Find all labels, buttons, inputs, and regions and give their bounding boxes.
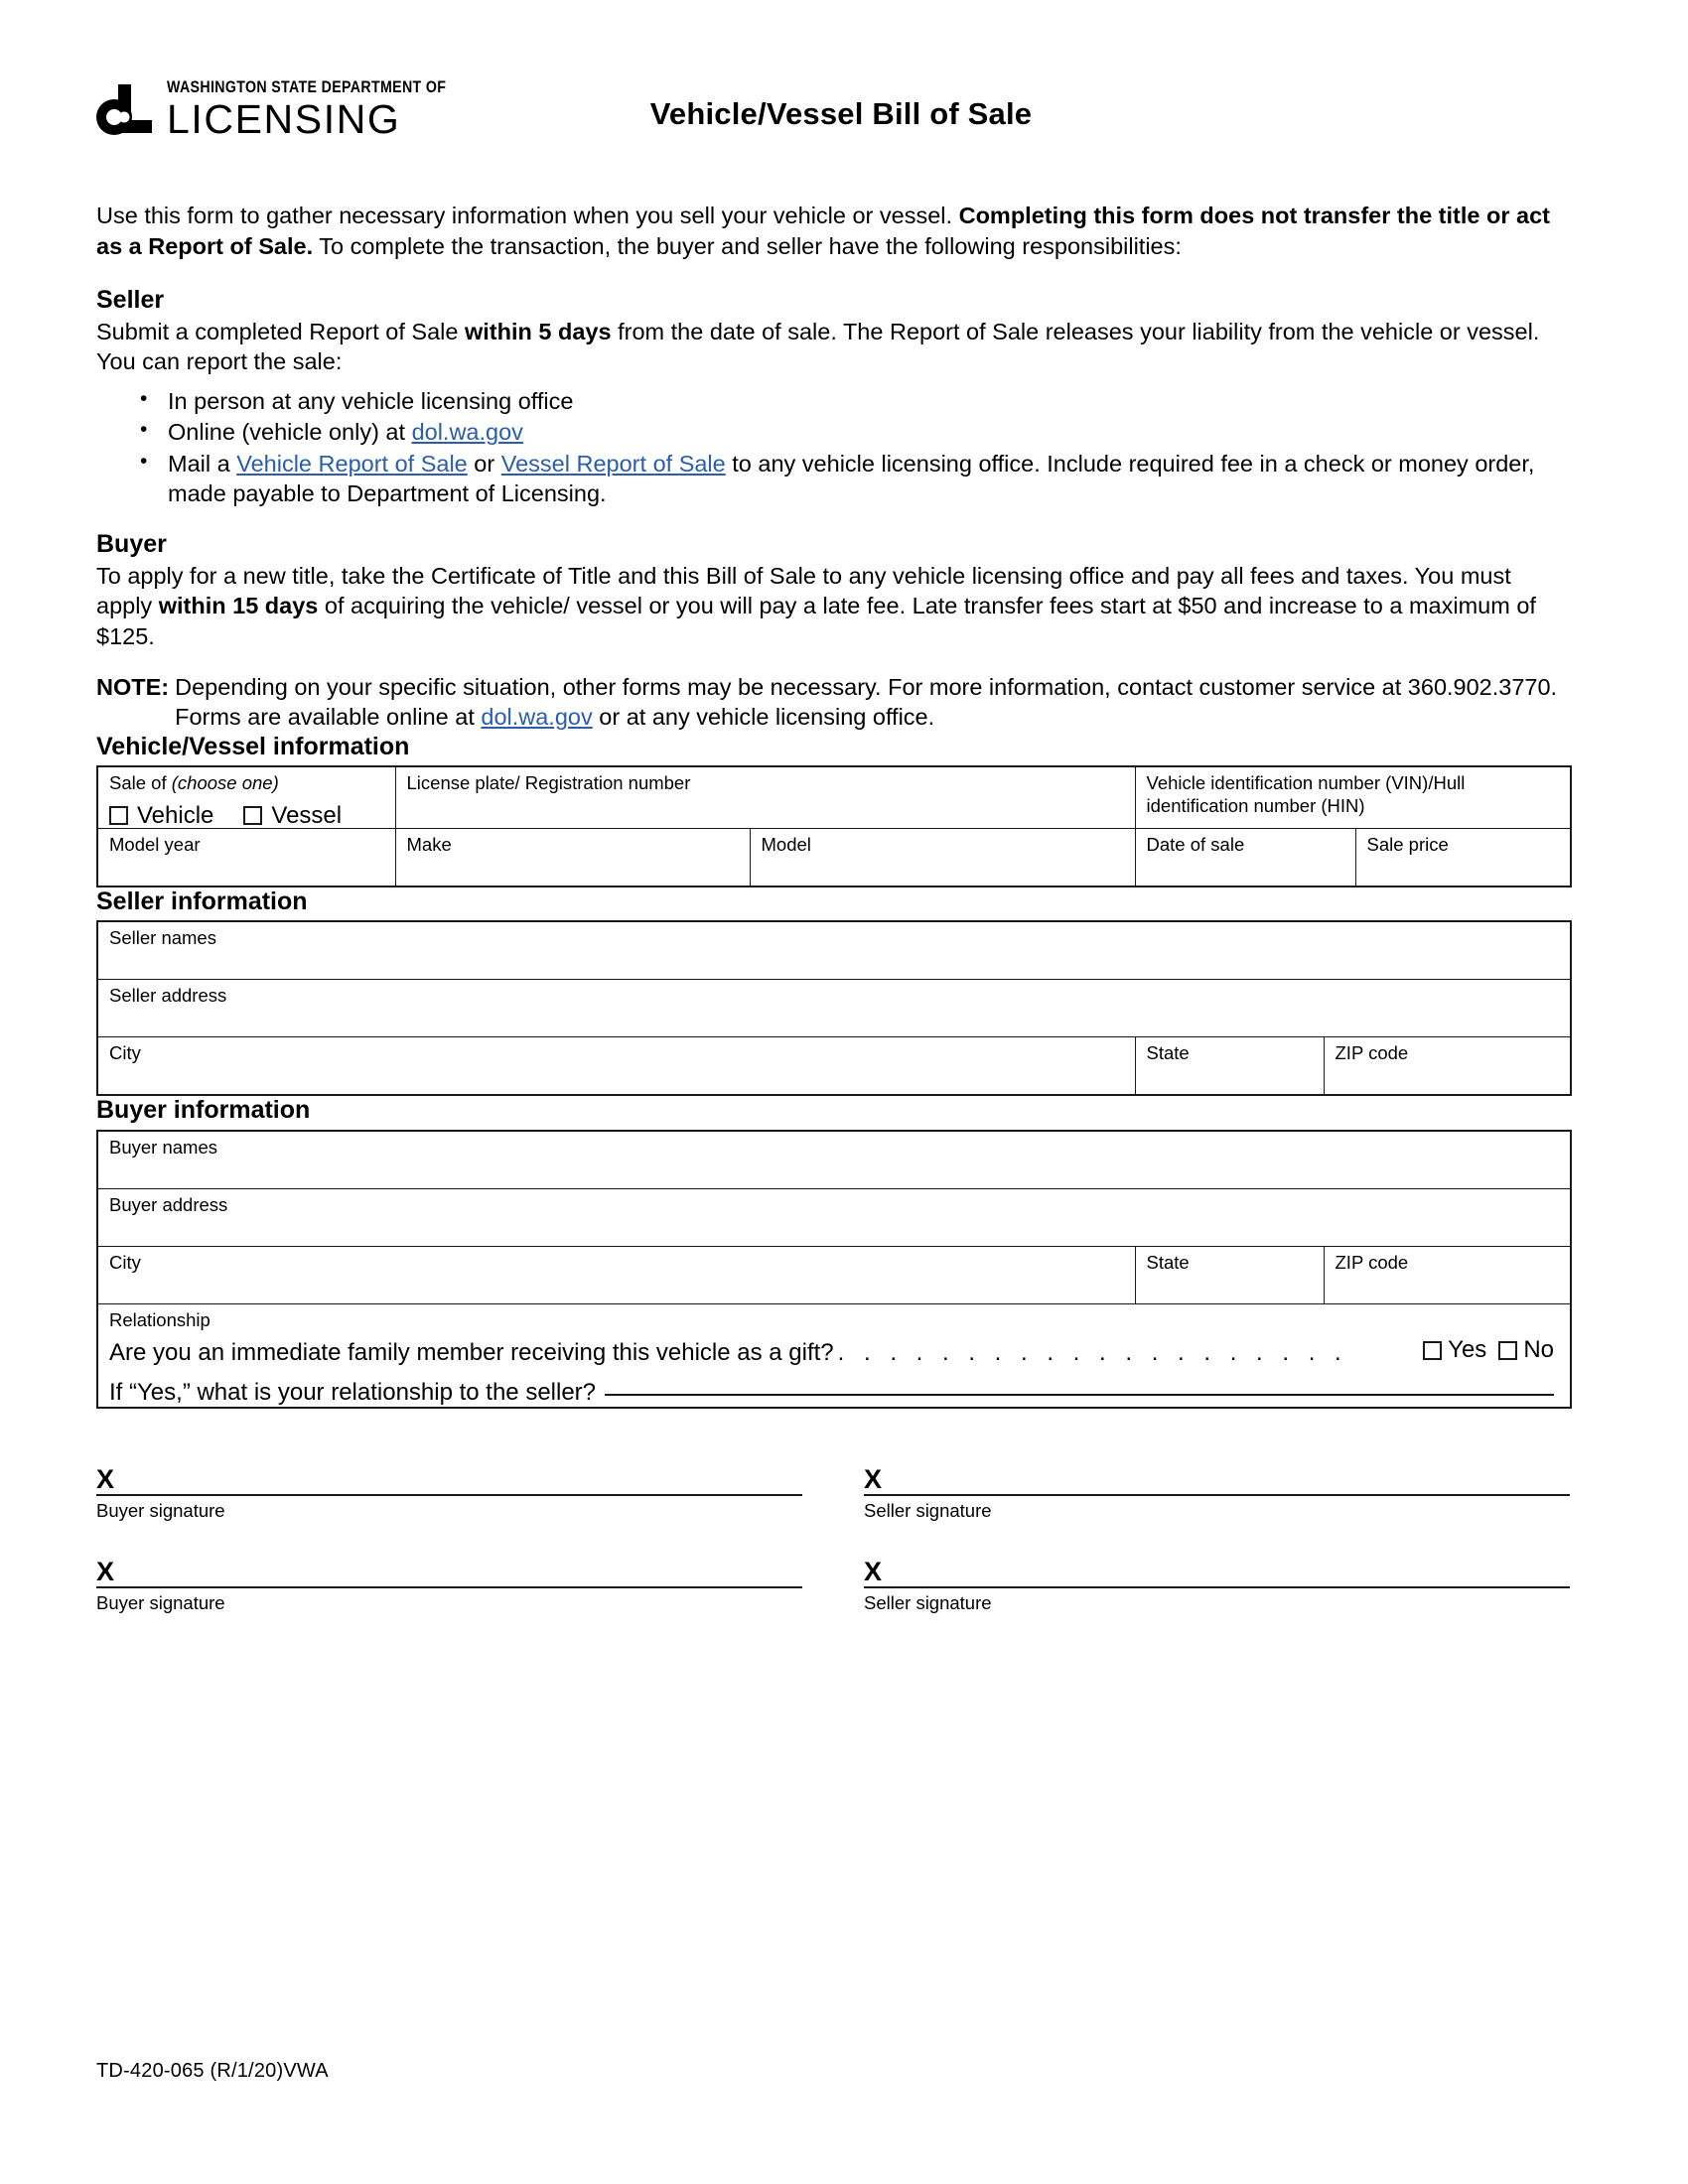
table-row [97,1247,1571,1304]
vehicle-report-of-sale-link[interactable]: Vehicle Report of Sale [236,450,468,477]
seller-info-table [96,920,1572,1096]
signature-section [96,1454,1570,1639]
field-label-sale-of [109,772,395,794]
bullet-text: Online (vehicle only) at [168,419,412,446]
field-label-seller-address: Seller address [109,985,227,1007]
dol-logo-icon [96,84,154,140]
buyer-signature-caption-2: Buyer signature [96,1591,225,1613]
seller-signature-caption-2: Seller signature [864,1591,992,1613]
relationship-answer-line[interactable] [605,1393,1554,1396]
buyer-signature-block-2 [96,1547,802,1614]
note-text-post: or at any vehicle licensing office. [592,704,935,731]
field-label-buyer-city: City [109,1252,141,1274]
seller-heading: Seller [96,285,165,314]
field-label-seller-city: City [109,1042,141,1064]
cell-buyer-state[interactable] [1135,1247,1324,1304]
seller-text-bold: within 5 days [464,318,612,344]
intro-text-bold: Completing this form does not transfer the title or act as a Report of Sale. [96,203,1550,259]
seller-text-1: Submit a completed Report of Sale [96,318,465,344]
buyer-paragraph [96,561,1570,652]
cell-seller-zip[interactable] [1324,1037,1571,1096]
cell-buyer-zip[interactable] [1324,1247,1571,1304]
intro-text-1: Use this form to gather necessary information when you sell your vehicle or vessel. [96,203,959,228]
list-item [140,417,1570,448]
cell-seller-state[interactable] [1135,1037,1324,1096]
bullet-text: In person at any vehicle licensing office [168,387,574,414]
bullet-text-mid: or [467,450,501,477]
note-text [175,672,1570,733]
table-row [97,828,1571,887]
cell-date-of-sale[interactable] [1135,828,1355,887]
seller-info-heading: Seller information [96,887,308,915]
checkbox-vessel-label: Vessel [271,801,343,829]
agency-name-line1: WASHINGTON STATE DEPARTMENT OF [167,78,447,96]
table-row [97,980,1571,1037]
dol-logo [96,79,492,140]
form-number-footer: TD-420-065 (R/1/20)VWA [96,2060,329,2082]
field-label-seller-state: State [1146,1042,1190,1064]
list-item [140,449,1570,509]
buyer-signature-caption-1: Buyer signature [96,1499,225,1521]
relationship-question-row [109,1379,1554,1407]
checkbox-vessel[interactable] [243,806,262,825]
seller-paragraph [96,317,1570,377]
checkbox-gift-no-label: No [1523,1336,1554,1364]
dol-website-link-note[interactable]: dol.wa.gov [481,704,593,731]
gift-question-row [109,1336,1554,1367]
buyer-text-bold: within 15 days [158,593,319,619]
sale-of-italic: (choose one) [171,772,279,794]
table-row [97,1131,1571,1189]
field-label-buyer-names: Buyer names [109,1137,217,1159]
table-row [97,1189,1571,1247]
buyer-info-table [96,1130,1572,1409]
seller-signature-column [864,1454,1570,1639]
table-row [97,1037,1571,1096]
gift-question-text: Are you an immediate family member receiving this vehicle as a gift? [109,1338,834,1366]
bullet-text: Mail a [168,450,237,477]
seller-report-options-list [96,386,1570,509]
cell-buyer-address[interactable] [97,1189,1571,1247]
seller-signature-block-1 [864,1454,1570,1522]
field-label-model: Model [761,833,811,855]
field-label-sale-price: Sale price [1366,833,1449,855]
intro-text-2: To complete the transaction, the buyer and seller have the following responsibilities: [313,232,1182,259]
buyer-signature-column [96,1454,802,1639]
agency-name-line2: LICENSING [167,95,401,142]
field-label-buyer-zip: ZIP code [1335,1252,1409,1274]
seller-signature-caption-1: Seller signature [864,1499,992,1521]
cell-seller-names[interactable] [97,921,1571,980]
signature-x-mark: X [96,1463,115,1494]
note-text-pre: Depending on your specific situation, other forms may be necessary. For more information, contact customer service at 360.902.3770. Forms are available online at [175,673,1558,731]
field-label-make: Make [406,833,452,855]
checkbox-vehicle-label: Vehicle [137,801,214,829]
cell-relationship [97,1304,1571,1408]
dot-leader: . . . . . . . . . . . . . . . . . . . . [837,1338,1348,1366]
table-row [97,921,1571,980]
table-row [97,1304,1571,1408]
field-label-license-plate: License plate/ Registration number [406,772,691,794]
sale-of-options [109,801,395,829]
checkbox-gift-yes-label: Yes [1448,1336,1487,1364]
field-label-date-of-sale: Date of sale [1146,833,1245,855]
buyer-signature-line-2[interactable] [96,1547,802,1588]
checkbox-gift-yes[interactable] [1423,1341,1442,1360]
vehicle-info-heading: Vehicle/Vessel information [96,732,410,760]
page-header [96,71,1570,191]
cell-model-year[interactable] [97,828,395,887]
field-label-relationship: Relationship [109,1309,211,1331]
field-label-seller-names: Seller names [109,927,216,949]
table-row [97,766,1571,828]
buyer-info-heading: Buyer information [96,1096,311,1125]
sale-of-text: Sale of [109,772,172,794]
field-label-model-year: Model year [109,833,201,855]
dol-website-link[interactable]: dol.wa.gov [411,419,523,446]
cell-buyer-city[interactable] [97,1247,1135,1304]
buyer-heading: Buyer [96,529,167,558]
buyer-text-1: To apply for a new title, take the Certificate of Title and this Bill of Sale to any vehicle licensing office and pay all fees and taxes. You must apply [96,562,1511,619]
signature-x-mark: X [96,1556,115,1586]
field-label-buyer-state: State [1146,1252,1190,1274]
page-title: Vehicle/Vessel Bill of Sale [649,96,1033,131]
field-label-seller-zip: ZIP code [1335,1042,1409,1064]
cell-make[interactable] [395,828,750,887]
buyer-text-2: of acquiring the vehicle/ vessel or you will pay a late fee. Late transfer fees start at $50 and increase to a maximum of $125. [96,593,1536,649]
buyer-signature-line-1[interactable] [96,1454,802,1496]
cell-vin[interactable] [1135,766,1571,828]
field-label-vin: Vehicle identification number (VIN)/Hull identification number (HIN) [1146,772,1466,816]
cell-model[interactable] [750,828,1135,887]
cell-license-plate[interactable] [395,766,1135,828]
checkbox-vehicle[interactable] [109,806,128,825]
bullet-text-post: to any vehicle licensing office. Include required fee in a check or money order, made payable to Department of Licensing. [168,450,1535,507]
seller-signature-block-2 [864,1547,1570,1614]
signature-x-mark: X [864,1556,883,1586]
vehicle-info-table [96,765,1572,887]
field-label-buyer-address: Buyer address [109,1194,228,1216]
signature-x-mark: X [864,1463,883,1494]
list-item [140,386,1570,417]
intro-paragraph [96,201,1570,261]
cell-sale-of[interactable] [97,766,395,828]
cell-seller-city[interactable] [97,1037,1135,1096]
vessel-report-of-sale-link[interactable]: Vessel Report of Sale [500,450,726,477]
cell-sale-price[interactable] [1355,828,1571,887]
cell-buyer-names[interactable] [97,1131,1571,1189]
gift-answer-options [1411,1336,1554,1364]
seller-signature-line-2[interactable] [864,1547,1570,1588]
note-block [96,672,1570,733]
seller-text-2: from the date of sale. The Report of Sale releases your liability from the vehicle or vessel. You can report the sale: [96,318,1540,375]
note-label: NOTE: [96,673,170,700]
buyer-signature-block-1 [96,1454,802,1522]
relationship-question-text: If “Yes,” what is your relationship to the seller? [109,1378,597,1406]
seller-signature-line-1[interactable] [864,1454,1570,1496]
checkbox-gift-no[interactable] [1498,1341,1517,1360]
cell-seller-address[interactable] [97,980,1571,1037]
